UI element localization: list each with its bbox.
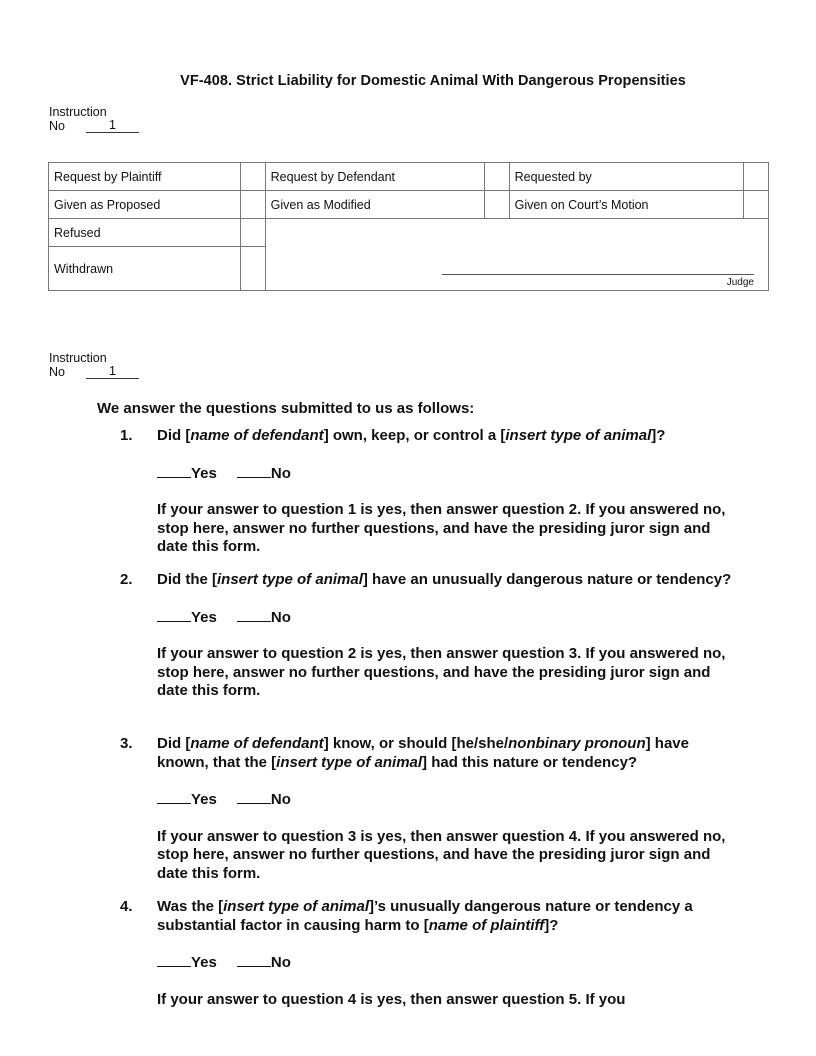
judge-signature-area bbox=[265, 219, 768, 291]
request-by-plaintiff-box[interactable] bbox=[240, 163, 265, 191]
refused-label: Refused bbox=[49, 219, 241, 247]
yes-label: Yes bbox=[191, 608, 217, 626]
request-by-plaintiff-label: Request by Plaintiff bbox=[49, 163, 241, 191]
instruction-label: Instruction bbox=[49, 105, 107, 119]
placeholder-text: insert type of animal bbox=[276, 753, 423, 771]
page-title: VF-408. Strict Liability for Domestic Animal With Dangerous Propensities bbox=[180, 73, 686, 89]
given-as-modified-label: Given as Modified bbox=[265, 191, 484, 219]
yes-label: Yes bbox=[191, 464, 217, 482]
withdrawn-label: Withdrawn bbox=[49, 247, 241, 291]
no-blank[interactable] bbox=[237, 609, 271, 622]
placeholder-text: nonbinary pronoun bbox=[508, 735, 646, 752]
judge-signature-line[interactable] bbox=[442, 274, 754, 288]
question-text-segment: ] know, or should [he/she/ bbox=[323, 735, 509, 752]
question-1 bbox=[120, 427, 740, 557]
question-4 bbox=[120, 898, 740, 1009]
instruction-number-field[interactable]: 1 bbox=[86, 119, 139, 133]
no-label: No bbox=[270, 791, 291, 808]
question-text-segment: ]? bbox=[544, 916, 559, 934]
question-3 bbox=[120, 735, 740, 883]
question-instruction: If your answer to question 1 is yes, then answer question 2. If you answered no, stop here, answer no further questions, and have the presiding juror sign and date this form. bbox=[157, 501, 726, 555]
question-instruction: If your answer to question 2 is yes, then answer question 3. If you answered no, stop here, answer no further questions, and have the presiding juror sign and date this form. bbox=[157, 645, 726, 699]
given-as-proposed-label: Given as Proposed bbox=[49, 191, 241, 219]
question-text-segment: ]’s unusually dangerous nature or tendency a substantial factor in causing harm to [ bbox=[157, 898, 693, 934]
question-2 bbox=[120, 571, 740, 701]
yes-no-answer bbox=[157, 465, 740, 484]
given-on-courts-motion-box[interactable] bbox=[744, 191, 769, 219]
given-on-courts-motion-label: Given on Court’s Motion bbox=[509, 191, 743, 219]
yes-no-answer bbox=[157, 791, 740, 810]
placeholder-text: name of defendant bbox=[190, 735, 324, 752]
question-text-segment: Did [ bbox=[157, 427, 191, 444]
question-text-segment: ] have known, that the [ bbox=[157, 735, 689, 771]
requested-by-box[interactable] bbox=[744, 163, 769, 191]
question-text bbox=[157, 898, 740, 935]
instruction-number-block-2 bbox=[49, 351, 139, 379]
placeholder-text: insert type of animal bbox=[223, 898, 369, 915]
question-number: 2. bbox=[120, 571, 133, 588]
question-text bbox=[157, 571, 740, 590]
yes-blank[interactable] bbox=[157, 954, 191, 967]
question-text-segment: ] have an unusually dangerous nature or tendency? bbox=[362, 571, 732, 588]
placeholder-text: insert type of animal bbox=[217, 571, 363, 588]
no-label: No bbox=[270, 464, 291, 482]
request-by-defendant-label: Request by Defendant bbox=[265, 163, 484, 191]
no-label: No bbox=[270, 608, 291, 626]
no-blank[interactable] bbox=[237, 465, 271, 478]
no-label: No bbox=[49, 119, 65, 133]
yes-no-answer bbox=[157, 954, 740, 973]
question-text-segment: Did the [ bbox=[157, 571, 217, 588]
requested-by-label: Requested by bbox=[509, 163, 743, 191]
question-number: 4. bbox=[120, 898, 133, 915]
yes-label: Yes bbox=[191, 954, 217, 971]
question-text bbox=[157, 427, 740, 446]
verdict-intro: We answer the questions submitted to us as follows: bbox=[97, 400, 475, 417]
question-text bbox=[157, 735, 740, 772]
given-as-modified-box[interactable] bbox=[484, 191, 509, 219]
placeholder-text: insert type of animal bbox=[505, 427, 652, 444]
question-instruction: If your answer to question 3 is yes, then answer question 4. If you answered no, stop here, answer no further questions, and have the presiding juror sign and date this form. bbox=[157, 827, 726, 882]
placeholder-text: name of defendant bbox=[190, 427, 324, 444]
question-text-segment: ] own, keep, or control a [ bbox=[323, 427, 506, 444]
placeholder-text: name of plaintiff bbox=[428, 916, 545, 934]
instruction-number-field[interactable]: 1 bbox=[86, 365, 139, 379]
yes-label: Yes bbox=[191, 791, 217, 808]
judge-label: Judge bbox=[726, 277, 754, 288]
given-as-proposed-box[interactable] bbox=[240, 191, 265, 219]
no-label: No bbox=[270, 954, 291, 971]
question-text-segment: Was the [ bbox=[157, 898, 224, 915]
refused-box[interactable] bbox=[240, 219, 265, 247]
question-text-segment: ] had this nature or tendency? bbox=[422, 753, 638, 771]
question-instruction: If your answer to question 4 is yes, then answer question 5. If you bbox=[157, 990, 626, 1008]
question-number: 3. bbox=[120, 735, 133, 752]
withdrawn-box[interactable] bbox=[240, 247, 265, 291]
question-text-segment: Did [ bbox=[157, 735, 191, 752]
instruction-number-block bbox=[49, 105, 139, 133]
question-text-segment: ]? bbox=[651, 427, 666, 444]
request-table bbox=[48, 162, 769, 291]
yes-blank[interactable] bbox=[157, 609, 191, 622]
yes-no-answer bbox=[157, 609, 740, 628]
no-label: No bbox=[49, 365, 65, 379]
question-number: 1. bbox=[120, 427, 133, 444]
no-blank[interactable] bbox=[237, 791, 271, 804]
no-blank[interactable] bbox=[237, 954, 271, 967]
request-by-defendant-box[interactable] bbox=[484, 163, 509, 191]
yes-blank[interactable] bbox=[157, 791, 191, 804]
yes-blank[interactable] bbox=[157, 465, 191, 478]
instruction-label: Instruction bbox=[49, 351, 107, 365]
